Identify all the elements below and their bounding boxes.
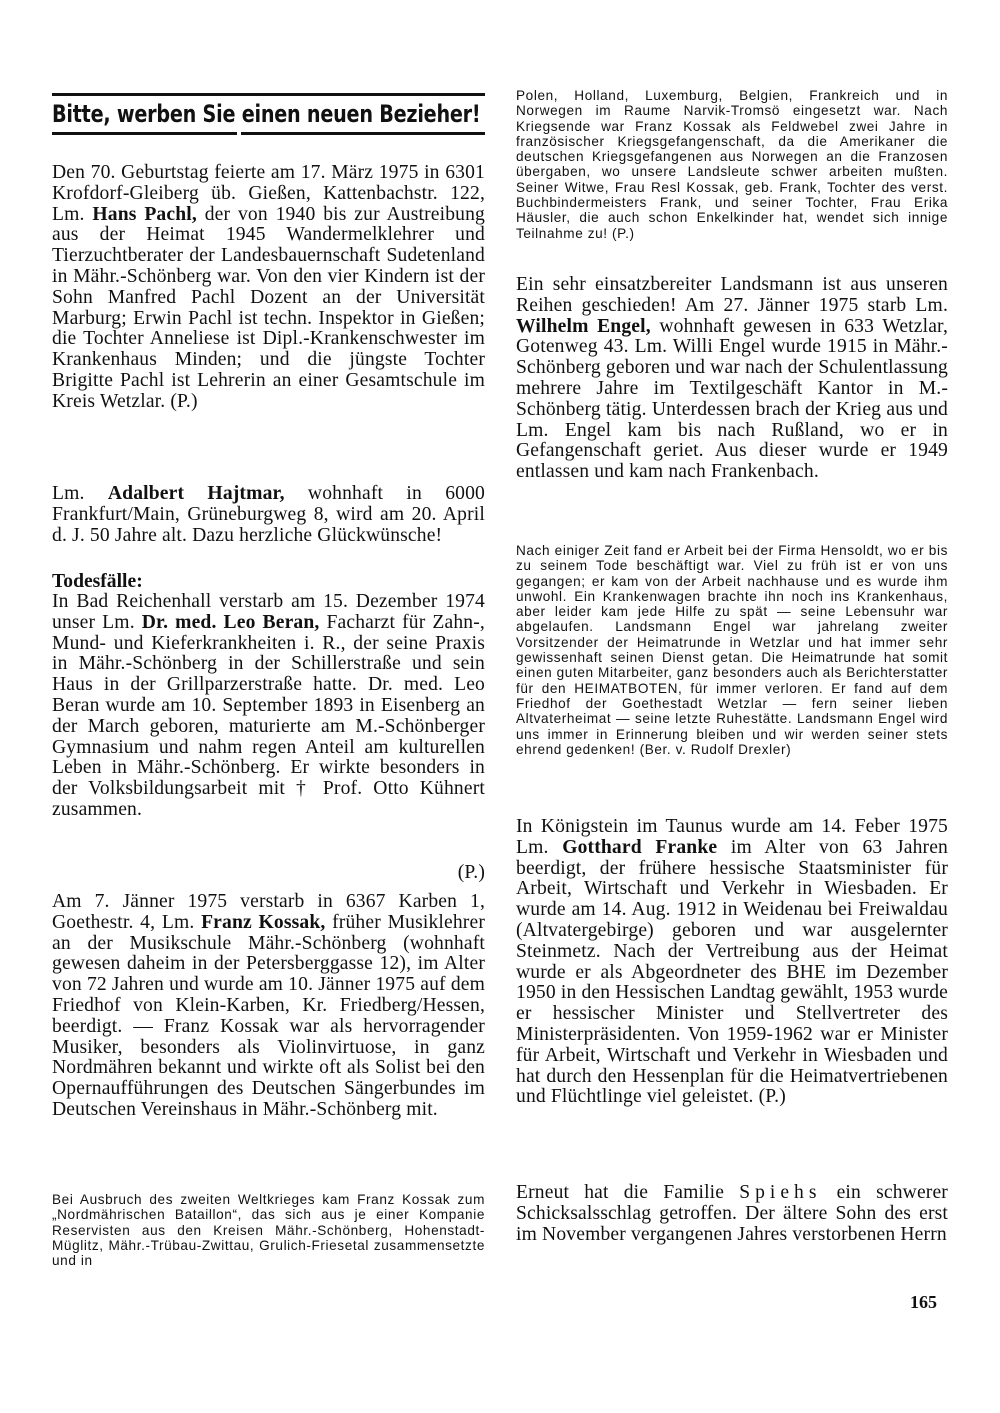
- person-name: Gotthard Franke: [562, 836, 718, 858]
- article-beran: In Bad Reichenhall verstarb am 15. Dezember 1974 unser Lm. Dr. med. Leo Beran, Facharzt für Zahn-, Mund- und Kieferkrankheiten i. R., der seine Praxis in Mähr.-Schönberg in der Schillerstraße und sein Haus in der Grillparzerstraße hatte. Dr. med. Leo Beran wurde am 10. September 1893 in Eisenberg an der March geboren, maturierte am M.-Schönberger Gymnasium und nahm regen Anteil am kulturellen Leben in Mähr.-Schönberg. Er wirkte besonders in der Volksbildungsarbeit mit † Prof. Otto Kühnert zusammen.: [52, 591, 485, 820]
- article-kossak-small: Bei Ausbruch des zweiten Weltkrieges kam Franz Kossak zum „Nordmährischen Bataillon“, das sich aus je einer Kompanie Reservisten aus den Kreisen Mähr.-Schönberg, Hohenstadt-Müglitz, Mähr.-Trübau-Zwittau, Grulich-Friesetal zusammensetzte und in: [52, 1192, 485, 1269]
- page-number: 165: [910, 1292, 937, 1312]
- person-name: Hans Pachl,: [92, 203, 197, 225]
- section-heading-deaths: Todesfälle:: [52, 571, 143, 592]
- person-name: Wilhelm Engel,: [516, 315, 651, 337]
- person-name: Franz Kossak,: [201, 911, 326, 933]
- person-name: Adalbert Hajtmar,: [107, 483, 285, 504]
- person-name: Spiehs: [739, 1182, 822, 1203]
- article-signature: (P.): [457, 862, 485, 883]
- article-kossak: Am 7. Jänner 1975 verstarb in 6367 Karben 1, Goethestr. 4, Lm. Franz Kossak, früher Musiklehrer an der Musikschule Mähr.-Schönberg (wohnhaft gewesen daheim in der Petersberggasse 12), im Alter von 72 Jahren und wurde am 10. Jänner 1975 auf dem Friedhof von Klein-Karben, Kr. Friedberg/Hessen, beerdigt. — Franz Kossak war als hervorragender Musiker, besonders als Violinvirtuose, in ganz Nordmähren bekannt und wirkte oft als Solist bei den Opernaufführungen des Deutschen Sängerbundes im Deutschen Vereinshaus in Mähr.-Schönberg mit.: [52, 891, 485, 1120]
- article-kossak-continued: Polen, Holland, Luxemburg, Belgien, Frankreich und in Norwegen im Raume Narvik-Tromsö eingesetzt war. Nach Kriegsende war Franz Kossak als Feldwebel zwei Jahre in französischer Kriegsgefangenschaft, da die Amerikaner die deutschen Kriegsgefangenen aus Norwegen an die Franzosen übergaben, wo unsere Landsleute schwer arbeiten mußten. Seiner Witwe, Frau Resl Kossak, geb. Frank, Tochter des verst. Buchbindermeisters Frank, und seiner Tochter, Frau Erika Häusler, die auch schon Enkelkinder hat, wendet sich innige Teilnahme zu! (P.): [516, 88, 948, 241]
- headline: Bitte, werben Sie einen neuen Bezieher!: [52, 100, 481, 128]
- headline-banner: [52, 93, 485, 135]
- headline-bottom-rule: [52, 132, 485, 135]
- article-spiehs: Erneut hat die Familie Spiehs ein schwerer Schicksalsschlag getroffen. Der ältere Sohn des erst im November vergangenen Jahres verstorbenen Herrn: [516, 1182, 948, 1245]
- article-engel-small: Nach einiger Zeit fand er Arbeit bei der Firma Hensoldt, wo er bis zu seinem Tode beschäftigt war. Viel zu früh ist er von uns gegangen; er kam von der Arbeit nachhause und es wurde ihm unwohl. Ein Krankenwagen brachte ihn noch ins Krankenhaus, aber leider kam jede Hilfe zu spät — seine Lebensuhr war abgelaufen. Landsmann Engel war jahrelang zweiter Vorsitzender der Heimatrunde in Wetzlar und hat immer sehr gewissenhaft seinen Dienst getan. Die Heimatrunde hat somit einen guten Mitarbeiter, ganz besonders auch als Berichterstatter für den HEIMATBOTEN, für immer verloren. Er fand auf dem Friedhof der Goethestadt Wetzlar — fern seiner lieben Altvaterheimat — seine letzte Ruhestätte. Landsmann Engel wird uns immer in Erinnerung bleiben und wir werden seiner stets ehrend gedenken! (Ber. v. Rudolf Drexler): [516, 543, 948, 757]
- person-name: Dr. med. Leo Beran,: [141, 611, 320, 633]
- article-engel: Ein sehr einsatzbereiter Landsmann ist aus unseren Reihen geschieden! Am 27. Jänner 1975 starb Lm. Wilhelm Engel, wohnhaft gewesen in 633 Wetzlar, Gotenweg 43. Lm. Willi Engel wurde 1915 in Mähr.-Schönberg geboren und war nach der Schulentlassung mehrere Jahre im Textilgeschäft Kantor in M.-Schönberg tätig. Unterdessen brach der Krieg aus und Lm. Engel kam bis nach Rußland, wo er in Gefangenschaft geriet. Aus dieser wurde er 1949 entlassen und kam nach Frankenbach.: [516, 274, 948, 483]
- article-pachl: Den 70. Geburtstag feierte am 17. März 1975 in 6301 Krofdorf-Gleiberg üb. Gießen, Kattenbachstr. 122, Lm. Hans Pachl, der von 1940 bis zur Austreibung aus der Heimat 1945 Wandermelklehrer und Tierzuchtberater der Landesbauernschaft Sudetenland in Mähr.-Schönberg war. Von den vier Kindern ist der Sohn Manfred Pachl Dozent an der Universität Marburg; Erwin Pachl ist techn. Inspektor in Gießen; die Tochter Anneliese ist Dipl.-Krankenschwester im Krankenhaus Minden; und die jüngste Tochter Brigitte Pachl ist Lehrerin an einer Gesamtschule im Kreis Wetzlar. (P.): [52, 162, 486, 412]
- article-hajtmar: Lm. Adalbert Hajtmar, wohnhaft in 6000 Frankfurt/Main, Grüneburgweg 8, wird am 20. April d. J. 50 Jahre alt. Dazu herzliche Glückwünsche!: [52, 483, 485, 546]
- article-franke: In Königstein im Taunus wurde am 14. Feber 1975 Lm. Gotthard Franke im Alter von 63 Jahren beerdigt, der frühere hessische Staatsminister für Arbeit, Wirtschaft und Verkehr in Wiesbaden. Er wurde am 14. Aug. 1912 in Weidenau bei Freiwaldau (Altvatergebirge) geboren und war ausgelernter Steinmetz. Nach der Vertreibung aus der Heimat wurde er als Abgeordneter des BHE im Dezember 1950 in den Hessischen Landtag gewählt, 1953 wurde er hessischer Minister und Stellvertreter des Ministerpräsidenten. Von 1959-1962 war er Minister für Arbeit, Wirtschaft und Verkehr in Wiesbaden und hat durch den Hessenplan für die Heimatvertriebenen und Flüchtlinge viel geleistet. (P.): [516, 816, 948, 1108]
